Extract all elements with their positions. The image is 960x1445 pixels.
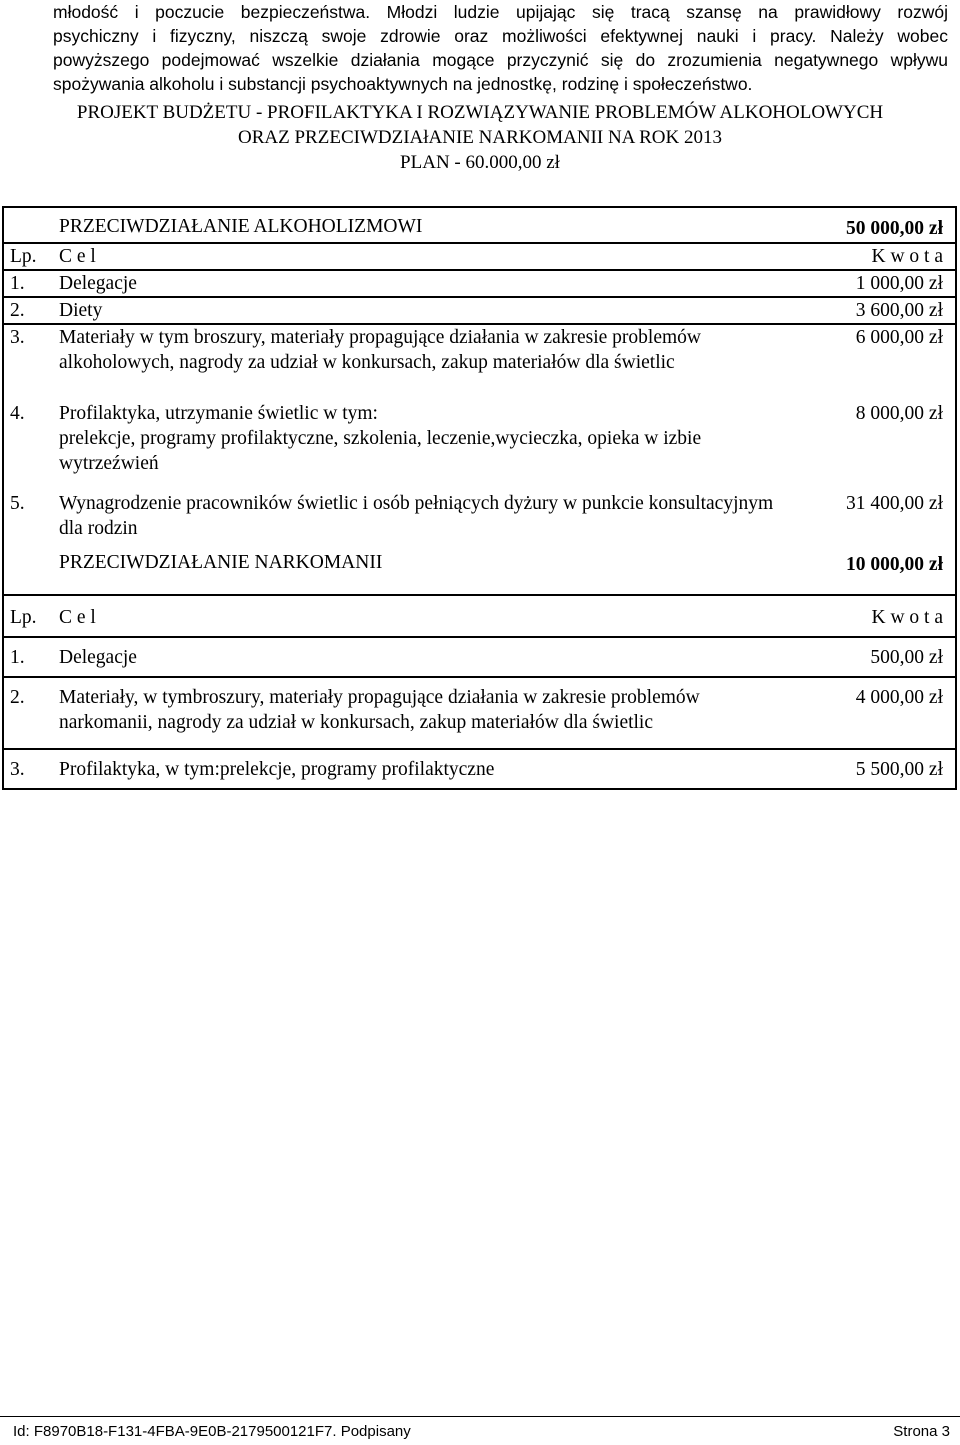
budget-heading — [0, 100, 960, 175]
col-cel: C e l — [49, 595, 795, 637]
page-footer — [0, 1416, 960, 1440]
intro-line: spożywania alkoholu i substancji psychoaktywnych na jednostkę, rodzinę i społeczeństwo. — [53, 74, 753, 94]
row-number: 4. — [3, 401, 49, 491]
row-number: 5. — [3, 491, 49, 547]
page-number: Strona 3 — [893, 1423, 950, 1440]
row-amount: 500,00 zł — [795, 637, 956, 677]
row-purpose: Diety — [49, 297, 795, 324]
intro-line: psychiczny i fizyczny, niszczą swoje zdrowie oraz możliwości efektywnej nauki i pracy. Należy wobec — [53, 26, 948, 46]
row-purpose: Profilaktyka, w tym:prelekcje, programy profilaktyczne — [49, 749, 795, 789]
row-purpose: Delegacje — [49, 270, 795, 297]
row-purpose-line: Profilaktyka, utrzymanie świetlic w tym: — [59, 403, 378, 424]
table-row — [3, 297, 956, 324]
column-header-row — [3, 243, 956, 270]
row-purpose: Materiały, w tymbroszury, materiały propagujące działania w zakresie problemów narkomanii, nagrody za udział w konkursach, zakup materiałów dla świetlic — [49, 677, 795, 749]
section-title: PRZECIWDZIAŁANIE ALKOHOLIZMOWI — [49, 207, 795, 243]
row-purpose: Materiały w tym broszury, materiały propagujące działania w zakresie problemów alkoholowych, nagrody za udział w konkursach, zakup materiałów dla świetlic — [49, 324, 795, 401]
budget-table — [2, 206, 957, 790]
col-kwota: K w o t a — [795, 595, 956, 637]
heading-line-3: PLAN - 60.000,00 zł — [400, 152, 560, 173]
row-amount: 6 000,00 zł — [795, 324, 956, 401]
col-lp: Lp. — [3, 243, 49, 270]
row-number: 1. — [3, 270, 49, 297]
table-row — [3, 401, 956, 491]
row-amount: 8 000,00 zł — [795, 401, 956, 491]
row-amount: 1 000,00 zł — [795, 270, 956, 297]
table-row — [3, 270, 956, 297]
intro-line: młodość i poczucie bezpieczeństwa. Młodzi ludzie upijając się tracą szansę na prawidłowy rozwój — [53, 2, 948, 22]
col-lp: Lp. — [3, 595, 49, 637]
row-purpose — [49, 401, 795, 491]
table-row — [3, 749, 956, 789]
column-header-row — [3, 595, 956, 637]
row-purpose-detail: prelekcje, programy profilaktyczne, szkolenia, leczenie,wycieczka, opieka w izbie wytrzeźwień — [59, 428, 702, 474]
heading-line-2: ORAZ PRZECIWDZIAłANIE NARKOMANII NA ROK 2013 — [238, 127, 722, 148]
row-number: 3. — [3, 749, 49, 789]
table-row — [3, 491, 956, 547]
section-total: 50 000,00 zł — [795, 207, 956, 243]
row-amount: 5 500,00 zł — [795, 749, 956, 789]
row-purpose: Wynagrodzenie pracowników świetlic i osób pełniących dyżury w punkcie konsultacyjnym dla rodzin — [59, 493, 774, 539]
col-cel: C e l — [49, 243, 795, 270]
row-amount: 31 400,00 zł — [795, 491, 956, 547]
section-total: 10 000,00 zł — [795, 547, 956, 595]
table-row — [3, 324, 956, 401]
section-header-row — [3, 207, 956, 243]
document-id: Id: F8970B18-F131-4FBA-9E0B-2179500121F7. Podpisany — [13, 1423, 411, 1440]
section-title: PRZECIWDZIAŁANIE NARKOMANII — [59, 552, 383, 573]
table-row — [3, 637, 956, 677]
row-number: 1. — [3, 637, 49, 677]
table-row — [3, 677, 956, 749]
row-number: 2. — [3, 677, 49, 749]
intro-paragraph — [53, 0, 948, 96]
intro-line: powyższego podejmować wszelkie działania mogące przyczynić się do zrozumienia negatywnego wpływu — [53, 50, 948, 70]
section-header-row — [3, 547, 956, 595]
row-number: 3. — [3, 324, 49, 401]
heading-line-1: PROJEKT BUDŻETU - PROFILAKTYKA I ROZWIĄZYWANIE PROBLEMÓW ALKOHOLOWYCH — [76, 102, 884, 123]
row-number: 2. — [3, 297, 49, 324]
row-purpose: Delegacje — [49, 637, 795, 677]
row-amount: 4 000,00 zł — [795, 677, 956, 749]
row-amount: 3 600,00 zł — [795, 297, 956, 324]
col-kwota: K w o t a — [795, 243, 956, 270]
